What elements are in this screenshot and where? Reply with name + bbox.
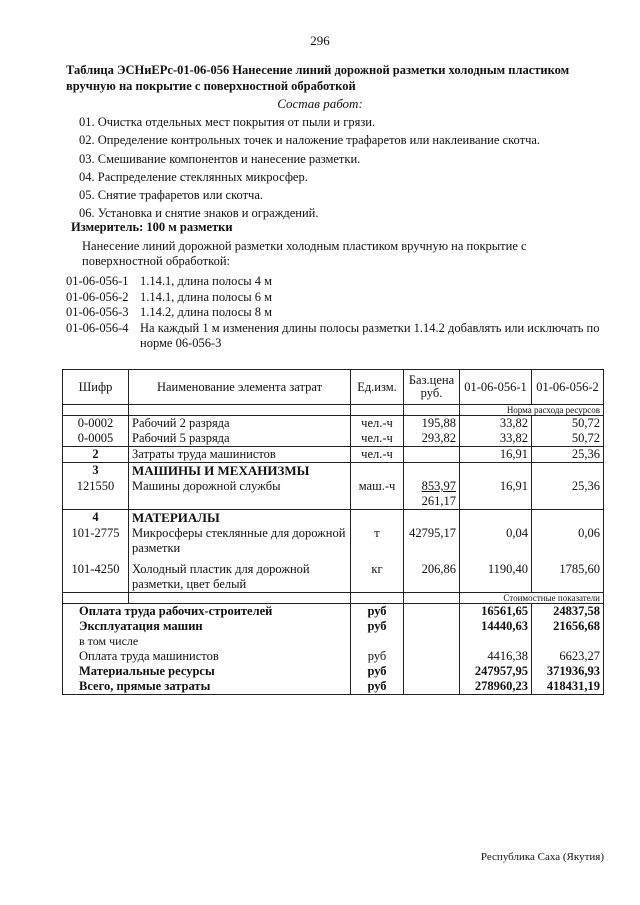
row-name: Машины дорожной службы xyxy=(129,479,351,510)
resource-table xyxy=(62,369,604,695)
code: 01-06-056-3 xyxy=(66,305,129,319)
footer-region: Республика Саха (Якутия) xyxy=(480,851,604,863)
row-v2: 0,06 xyxy=(532,526,604,556)
row-name: Затраты труда машинистов xyxy=(129,447,351,463)
cost-v1: 278960,23 xyxy=(460,679,532,695)
code: 01-06-056-4 xyxy=(66,320,129,335)
cost-v1: 16561,65 xyxy=(460,604,532,620)
table-row xyxy=(63,556,604,593)
code-row xyxy=(66,290,602,306)
cost-unit: руб xyxy=(351,604,404,620)
cost-label-row xyxy=(63,593,604,604)
code-row xyxy=(66,274,602,290)
codes-list xyxy=(66,274,602,350)
operation-item: 06. Установка и снятие знаков и ограждений. xyxy=(79,206,319,221)
row-name: Микросферы стеклянные для дорожной разметки xyxy=(129,526,351,556)
group-row xyxy=(63,510,604,527)
header-name: Наименование элемента затрат xyxy=(129,370,351,405)
table-header xyxy=(63,370,604,405)
cost-row xyxy=(63,649,604,664)
row-unit: кг xyxy=(351,556,404,593)
row-v2: 50,72 xyxy=(532,416,604,432)
header-col1: 01-06-056-1 xyxy=(460,370,532,405)
code-row xyxy=(66,320,602,350)
cost-v2: 418431,19 xyxy=(532,679,604,695)
cost-row xyxy=(63,679,604,695)
cost-name: в том числе xyxy=(63,634,351,649)
header-unit: Ед.изм. xyxy=(351,370,404,405)
cost-v1: 14440,63 xyxy=(460,619,532,634)
cost-label: Стоимостные показатели xyxy=(460,593,604,604)
row-code: 121550 xyxy=(63,479,129,510)
table-row xyxy=(63,526,604,556)
row-v1: 16,91 xyxy=(460,447,532,463)
row-price: 853,97 xyxy=(421,479,456,493)
row-v1: 33,82 xyxy=(460,431,532,447)
cost-row xyxy=(63,634,604,649)
cost-unit: руб xyxy=(351,619,404,634)
machinist-row xyxy=(63,447,604,463)
table-row xyxy=(63,479,604,510)
intro-text: Нанесение линий дорожной разметки холодным пластиком вручную на покрытие с поверхностной обработкой: xyxy=(82,239,527,268)
operation-item: 03. Смешивание компонентов и нанесение разметки. xyxy=(79,151,361,166)
code: 01-06-056-2 xyxy=(66,289,129,304)
cost-v1: 4416,38 xyxy=(460,649,532,664)
cost-name: Эксплуатация машин xyxy=(63,619,351,634)
row-unit: чел.-ч xyxy=(351,447,404,463)
row-v2: 25,36 xyxy=(532,447,604,463)
table-row xyxy=(63,416,604,432)
cost-unit: руб xyxy=(351,679,404,695)
row-code: 101-2775 xyxy=(63,526,129,556)
header-price: Баз.цена руб. xyxy=(404,370,460,405)
row-name: Холодный пластик для дорожной разметки, цвет белый xyxy=(129,556,351,593)
header-code: Шифр xyxy=(63,370,129,405)
code-row xyxy=(66,305,602,321)
operation-item: 05. Снятие трафаретов или скотча. xyxy=(79,188,264,203)
group-code: 4 xyxy=(63,510,129,527)
cost-v2: 371936,93 xyxy=(532,664,604,679)
row-code: 2 xyxy=(63,447,129,463)
operation-item: 02. Определение контрольных точек и наложение трафаретов или наклеивание скотча. xyxy=(79,133,541,148)
group-code: 3 xyxy=(63,463,129,480)
cost-row xyxy=(63,664,604,679)
group-row xyxy=(63,463,604,480)
cost-name: Материальные ресурсы xyxy=(63,664,351,679)
code: 01-06-056-1 xyxy=(66,274,129,288)
cost-name: Оплата труда машинистов xyxy=(63,649,351,664)
page-number: 296 xyxy=(310,33,330,48)
header-col2: 01-06-056-2 xyxy=(532,370,604,405)
cost-v2: 24837,58 xyxy=(532,604,604,620)
row-v1: 1190,40 xyxy=(460,556,532,593)
code-desc: 1.14.2, длина полосы 8 м xyxy=(140,305,273,319)
operation-item: 04. Распределение стеклянных микросфер. xyxy=(79,169,308,184)
cost-v2: 21656,68 xyxy=(532,619,604,634)
row-price: 42795,17 xyxy=(404,526,460,556)
table-title: Таблица ЭСНиЕРс-01-06-056 Нанесение линий дорожной разметки холодным пластиком вручную на покрытие с поверхностной обработкой xyxy=(66,63,570,93)
table-row xyxy=(63,431,604,447)
row-unit: маш.-ч xyxy=(351,479,404,510)
row-unit: чел.-ч xyxy=(351,416,404,432)
code-desc: 1.14.1, длина полосы 4 м xyxy=(140,274,273,288)
row-v1: 33,82 xyxy=(460,416,532,432)
row-price-2: 261,17 xyxy=(421,494,456,508)
composition-heading: Состав работ: xyxy=(277,96,363,111)
operation-item: 01. Очистка отдельных мест покрытия от пыли и грязи. xyxy=(79,115,376,129)
row-v1: 0,04 xyxy=(460,526,532,556)
row-v2: 50,72 xyxy=(532,431,604,447)
row-code: 101-4250 xyxy=(63,556,129,593)
group-name: МАШИНЫ И МЕХАНИЗМЫ xyxy=(129,463,351,480)
cost-name: Оплата труда рабочих-строителей xyxy=(63,604,351,620)
row-name: Рабочий 2 разряда xyxy=(129,416,351,432)
norm-label-row xyxy=(63,405,604,416)
group-name: МАТЕРИАЛЫ xyxy=(129,510,351,527)
measure-unit: Измеритель: 100 м разметки xyxy=(71,220,233,234)
row-price: 293,82 xyxy=(404,431,460,447)
row-code: 0-0002 xyxy=(63,416,129,432)
cost-row xyxy=(63,604,604,620)
row-price: 206,86 xyxy=(404,556,460,593)
row-unit: чел.-ч xyxy=(351,431,404,447)
operations-list xyxy=(79,113,540,223)
row-name: Рабочий 5 разряда xyxy=(129,431,351,447)
cost-unit: руб xyxy=(351,649,404,664)
cost-v2: 6623,27 xyxy=(532,649,604,664)
row-v1: 16,91 xyxy=(460,479,532,510)
row-v2: 1785,60 xyxy=(532,556,604,593)
cost-name: Всего, прямые затраты xyxy=(63,679,351,695)
row-v2: 25,36 xyxy=(532,479,604,510)
row-unit: т xyxy=(351,526,404,556)
norm-label: Норма расхода ресурсов xyxy=(460,405,604,416)
code-desc: На каждый 1 м изменения длины полосы разметки 1.14.2 добавлять или исключать по норме 06-056-3 xyxy=(140,320,600,350)
cost-row xyxy=(63,619,604,634)
row-price: 195,88 xyxy=(404,416,460,432)
cost-unit: руб xyxy=(351,664,404,679)
code-desc: 1.14.1, длина полосы 6 м xyxy=(140,289,273,304)
row-code: 0-0005 xyxy=(63,431,129,447)
cost-v1: 247957,95 xyxy=(460,664,532,679)
